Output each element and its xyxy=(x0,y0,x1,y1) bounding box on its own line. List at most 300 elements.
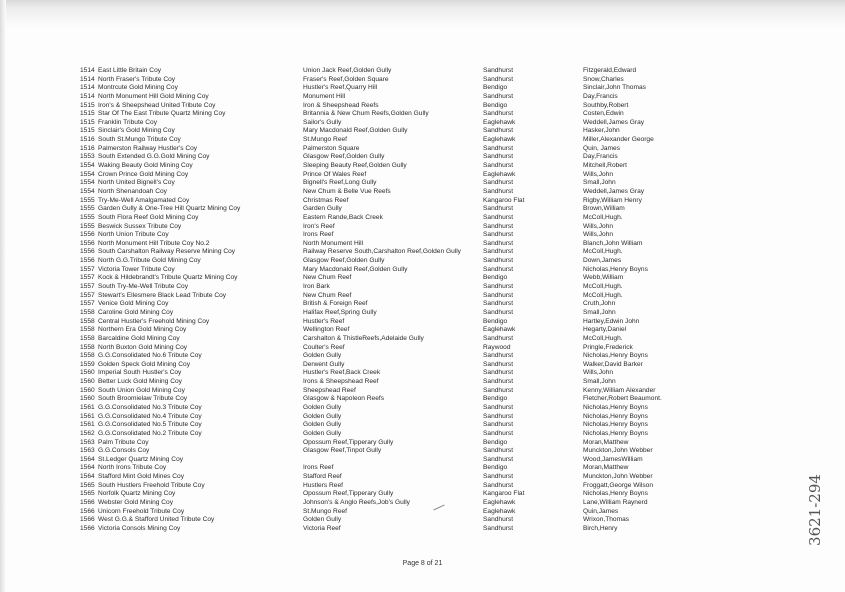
table-row xyxy=(80,214,800,223)
owner-name: Lane,William Raynerd xyxy=(583,499,648,507)
district-name: Sandhurst xyxy=(483,110,514,118)
company-name: Better Luck Gold Mining Coy xyxy=(98,378,182,386)
district-name: Raywood xyxy=(483,343,511,351)
owner-name: Froggatt,George Wilson xyxy=(583,481,653,489)
district-name: Sandhurst xyxy=(483,205,514,213)
reef-location: Carshalton & ThistleReefs,Adelaide Gully xyxy=(303,334,424,342)
reef-location: Irons & Sheepshead Reef xyxy=(303,378,379,386)
table-row xyxy=(80,525,800,534)
reef-location: Christmas Reef xyxy=(303,196,349,204)
owner-name: Weddell,James Gray xyxy=(583,118,645,126)
company-name: Webster Gold Mining Coy xyxy=(98,499,174,507)
lease-number: 1515 xyxy=(80,110,95,118)
company-name: Golden Speck Gold Mining Coy xyxy=(98,360,190,368)
district-name: Sandhurst xyxy=(483,334,514,342)
reef-location: St.Mungo Reef xyxy=(303,507,347,515)
district-name: Sandhurst xyxy=(483,153,514,161)
owner-name: Costen,Edwin xyxy=(583,110,624,118)
company-name: South Carshalton Railway Reserve Mining Coy xyxy=(98,248,236,256)
owner-name: Munckton,John Webber xyxy=(583,473,653,481)
lease-number: 1562 xyxy=(80,429,95,437)
reef-location: Britannia & New Chum Reefs,Golden Gully xyxy=(303,110,429,118)
owner-name: Wrixon,Thomas xyxy=(583,516,630,524)
reef-location: Golden Gully xyxy=(303,403,342,411)
owner-name: Quin, James xyxy=(583,144,621,152)
company-name: G.G.Consols Coy xyxy=(98,447,150,455)
company-name: North United Bignell's Coy xyxy=(98,179,175,187)
owner-name: Southby,Robert xyxy=(583,101,629,109)
table-row xyxy=(80,67,800,76)
lease-number: 1566 xyxy=(80,507,95,515)
lease-number: 1515 xyxy=(80,101,95,109)
owner-name: McColl,Hugh. xyxy=(583,283,623,291)
reef-location: New Chum Reef xyxy=(303,291,352,299)
register-table xyxy=(80,67,800,534)
reef-location: Hustler's Reef,Quarry Hill xyxy=(303,84,378,92)
company-name: Central Hustler's Freehold Mining Coy xyxy=(98,317,210,325)
owner-name: Small,John xyxy=(583,179,616,187)
owner-name: Small,John xyxy=(583,308,616,316)
owner-name: Wills,John xyxy=(583,231,614,239)
district-name: Sandhurst xyxy=(483,429,514,437)
company-name: Imperial South Hustler's Coy xyxy=(98,369,182,377)
lease-number: 1554 xyxy=(80,162,95,170)
table-row xyxy=(80,369,800,378)
owner-name: Wills,John xyxy=(583,369,614,377)
company-name: Star Of The East Tribute Quartz Mining Coy xyxy=(98,110,226,118)
company-name: Northern Era Gold Mining Coy xyxy=(98,326,187,334)
table-row xyxy=(80,248,800,257)
owner-name: McColl,Hugh. xyxy=(583,334,623,342)
lease-number: 1515 xyxy=(80,127,95,135)
table-row xyxy=(80,447,800,456)
reef-location: Iron & Sheepshead Reefs xyxy=(303,101,379,109)
district-name: Sandhurst xyxy=(483,455,514,463)
table-row xyxy=(80,326,800,335)
lease-number: 1558 xyxy=(80,317,95,325)
owner-name: Pringle,Frederick xyxy=(583,343,633,351)
reef-location: Glasgow Reef,Tinpot Gully xyxy=(303,447,382,455)
lease-number: 1514 xyxy=(80,67,95,74)
reef-location: Garden Gully xyxy=(303,205,342,213)
lease-number: 1555 xyxy=(80,213,95,221)
reef-location: New Chum & Belle Vue Reefs xyxy=(303,187,391,195)
district-name: Bendigo xyxy=(483,464,508,472)
table-row xyxy=(80,110,800,119)
owner-name: Quin,James xyxy=(583,507,619,515)
owner-name: McColl,Hugh. xyxy=(583,213,623,221)
company-name: Iron's & Sheepshead United Tribute Coy xyxy=(98,101,216,109)
district-name: Sandhurst xyxy=(483,239,514,247)
lease-number: 1557 xyxy=(80,291,95,299)
reef-location: North Monument Hill xyxy=(303,239,364,247)
lease-number: 1555 xyxy=(80,205,95,213)
owner-name: Fletcher,Robert Beaumont. xyxy=(583,395,662,403)
table-row xyxy=(80,352,800,361)
reef-location: St.Mungo Reef xyxy=(303,136,347,144)
lease-number: 1555 xyxy=(80,222,95,230)
lease-number: 1566 xyxy=(80,516,95,524)
company-name: Venice Gold Mining Coy xyxy=(98,300,169,308)
reef-location: Coulter's Reef xyxy=(303,343,345,351)
reef-location: Fraser's Reef,Golden Square xyxy=(303,75,389,83)
table-row xyxy=(80,473,800,482)
lease-number: 1557 xyxy=(80,274,95,282)
district-name: Sandhurst xyxy=(483,369,514,377)
district-name: Eaglehawk xyxy=(483,136,516,144)
lease-number: 1563 xyxy=(80,438,95,446)
owner-name: Kenny,William Alexander xyxy=(583,386,656,394)
lease-number: 1560 xyxy=(80,395,95,403)
district-name: Sandhurst xyxy=(483,308,514,316)
table-row xyxy=(80,421,800,430)
company-name: North Irons Tribute Coy xyxy=(98,464,167,472)
reef-location: Derwent Gully xyxy=(303,360,345,368)
district-name: Sandhurst xyxy=(483,516,514,524)
company-name: Palm Tribute Coy xyxy=(98,438,149,446)
district-name: Sandhurst xyxy=(483,75,514,83)
district-name: Eaglehawk xyxy=(483,118,516,126)
reef-location: Opossum Reef,Tipperary Gully xyxy=(303,438,394,446)
lease-number: 1555 xyxy=(80,196,95,204)
lease-number: 1558 xyxy=(80,326,95,334)
company-name: Sinclair's Gold Mining Coy xyxy=(98,127,175,135)
district-name: Sandhurst xyxy=(483,283,514,291)
lease-number: 1563 xyxy=(80,447,95,455)
owner-name: McColl,Hugh. xyxy=(583,291,623,299)
company-name: North Buxton Gold Mining Coy xyxy=(98,343,188,351)
company-name: Victoria Consols Mining Coy xyxy=(98,524,181,532)
district-name: Sandhurst xyxy=(483,67,514,74)
reef-location: Railway Reserve South,Carshalton Reef,Golden Gully xyxy=(303,248,461,256)
lease-number: 1566 xyxy=(80,524,95,532)
table-row xyxy=(80,292,800,301)
reef-location: Sheepshead Reef xyxy=(303,386,356,394)
owner-name: Snow,Charles xyxy=(583,75,624,83)
table-row xyxy=(80,84,800,93)
table-row xyxy=(80,162,800,171)
district-name: Eaglehawk xyxy=(483,507,516,515)
company-name: West G.G.& Stafford United Tribute Coy xyxy=(98,516,215,524)
district-name: Sandhurst xyxy=(483,447,514,455)
table-row xyxy=(80,516,800,525)
reef-location: Halifax Reef,Spring Gully xyxy=(303,308,377,316)
lease-number: 1557 xyxy=(80,300,95,308)
table-row xyxy=(80,456,800,465)
table-row xyxy=(80,205,800,214)
district-name: Sandhurst xyxy=(483,378,514,386)
owner-name: Day,Francis xyxy=(583,92,618,100)
company-name: Unicorn Freehold Tribute Coy xyxy=(98,507,185,515)
lease-number: 1556 xyxy=(80,239,95,247)
reef-location: Eastern Rande,Back Creek xyxy=(303,213,383,221)
reef-location: Glasgow Reef,Golden Gully xyxy=(303,153,385,161)
owner-name: Miller,Alexander George xyxy=(583,136,654,144)
district-name: Sandhurst xyxy=(483,386,514,394)
page-number: Page 8 of 21 xyxy=(402,560,443,567)
reef-location: Irons Reef xyxy=(303,231,334,239)
company-name: Barcaldine Gold Mining Coy xyxy=(98,334,180,342)
company-name: North G.G.Tribute Gold Mining Coy xyxy=(98,257,201,265)
company-name: South Hustlers Freehold Tribute Coy xyxy=(98,481,205,489)
reef-location: Golden Gully xyxy=(303,412,342,420)
table-row xyxy=(80,335,800,344)
reef-location: Sleeping Beauty Reef,Golden Gully xyxy=(303,162,407,170)
lease-number: 1558 xyxy=(80,343,95,351)
lease-number: 1554 xyxy=(80,179,95,187)
company-name: Crown Prince Gold Mining Coy xyxy=(98,170,189,178)
table-row xyxy=(80,508,800,517)
lease-number: 1560 xyxy=(80,378,95,386)
reef-location: Hustler's Reef xyxy=(303,317,345,325)
company-name: South Union Gold Mining Coy xyxy=(98,386,185,394)
district-name: Sandhurst xyxy=(483,257,514,265)
reef-location: Victoria Reef xyxy=(303,524,341,532)
company-name: South Broomielaw Tribute Coy xyxy=(98,395,188,403)
owner-name: Fitzgerald,Edward xyxy=(583,67,637,74)
handwritten-reference: 3621-294 xyxy=(806,474,824,546)
lease-number: 1553 xyxy=(80,153,95,161)
owner-name: Moran,Matthew xyxy=(583,464,629,472)
scan-shadow-top xyxy=(0,0,845,30)
owner-name: Wills,John xyxy=(583,222,614,230)
table-row xyxy=(80,257,800,266)
reef-location: New Chum Reef xyxy=(303,274,352,282)
table-row xyxy=(80,413,800,422)
table-row xyxy=(80,361,800,370)
table-row xyxy=(80,378,800,387)
lease-number: 1559 xyxy=(80,360,95,368)
owner-name: Nicholas,Henry Boyns xyxy=(583,403,648,411)
district-name: Sandhurst xyxy=(483,187,514,195)
reef-location: Iron Bark xyxy=(303,283,330,291)
district-name: Eaglehawk xyxy=(483,326,516,334)
district-name: Sandhurst xyxy=(483,92,514,100)
table-row xyxy=(80,102,800,111)
owner-name: Nicholas,Henry Boyns xyxy=(583,352,648,360)
company-name: G.G.Consolidated No.2 Tribute Coy xyxy=(98,429,202,437)
owner-name: Walker,David Barker xyxy=(583,360,643,368)
district-name: Sandhurst xyxy=(483,127,514,135)
district-name: Sandhurst xyxy=(483,231,514,239)
district-name: Sandhurst xyxy=(483,360,514,368)
owner-name: Brown,William xyxy=(583,205,625,213)
company-name: G.G.Consolidated No.5 Tribute Coy xyxy=(98,421,202,429)
table-row xyxy=(80,266,800,275)
table-row xyxy=(80,387,800,396)
lease-number: 1557 xyxy=(80,283,95,291)
company-name: Try-Me-Well Amalgamated Coy xyxy=(98,196,190,204)
owner-name: Small,John xyxy=(583,378,616,386)
company-name: G.G.Consolidated No.4 Tribute Coy xyxy=(98,412,202,420)
owner-name: Nicholas,Henry Boyns xyxy=(583,421,648,429)
district-name: Sandhurst xyxy=(483,421,514,429)
company-name: South Extended G.G.Gold Mining Coy xyxy=(98,153,210,161)
district-name: Bendigo xyxy=(483,274,508,282)
table-row xyxy=(80,430,800,439)
owner-name: Rigby,William Henry xyxy=(583,196,642,204)
owner-name: Nicholas,Henry Boyns xyxy=(583,429,648,437)
owner-name: Wood,JamesWilliam xyxy=(583,455,643,463)
lease-number: 1565 xyxy=(80,481,95,489)
owner-name: Cruth,John xyxy=(583,300,616,308)
lease-number: 1561 xyxy=(80,421,95,429)
company-name: Stafford Mint Gold Mines Coy xyxy=(98,473,184,481)
reef-location: British & Foreign Reef xyxy=(303,300,368,308)
reef-location: Union Jack Reef,Golden Gully xyxy=(303,67,392,74)
lease-number: 1564 xyxy=(80,455,95,463)
owner-name: Nicholas,Henry Boyns xyxy=(583,265,648,273)
lease-number: 1514 xyxy=(80,84,95,92)
company-name: Garden Gully & One-Tree Hill Quartz Mining Coy xyxy=(98,205,241,213)
reef-location: Monument Hill xyxy=(303,92,346,100)
reef-location: Mary Macdonald Reef,Golden Gully xyxy=(303,265,408,273)
owner-name: Hasker,John xyxy=(583,127,620,135)
owner-name: Wills,John xyxy=(583,170,614,178)
lease-number: 1514 xyxy=(80,92,95,100)
reef-location: Hustlers Reef xyxy=(303,481,343,489)
district-name: Eaglehawk xyxy=(483,499,516,507)
company-name: Victoria Tower Tribute Coy xyxy=(98,265,175,273)
reef-location: Stafford Reef xyxy=(303,473,342,481)
district-name: Sandhurst xyxy=(483,144,514,152)
reef-location: Golden Gully xyxy=(303,516,342,524)
company-name: St.Ledger Quartz Mining Coy xyxy=(98,455,184,463)
lease-number: 1557 xyxy=(80,265,95,273)
owner-name: Blanch,John William xyxy=(583,239,643,247)
company-name: North Monument Hill Gold Mining Coy xyxy=(98,92,209,100)
lease-number: 1561 xyxy=(80,403,95,411)
reef-location: Golden Gully xyxy=(303,352,342,360)
district-name: Sandhurst xyxy=(483,179,514,187)
district-name: Sandhurst xyxy=(483,352,514,360)
district-name: Bendigo xyxy=(483,84,508,92)
district-name: Sandhurst xyxy=(483,412,514,420)
lease-number: 1560 xyxy=(80,386,95,394)
owner-name: Munckton,John Webber xyxy=(583,447,653,455)
district-name: Sandhurst xyxy=(483,162,514,170)
owner-name: Mitchell,Robert xyxy=(583,162,627,170)
table-row xyxy=(80,318,800,327)
lease-number: 1516 xyxy=(80,136,95,144)
reef-location: Mary Macdonald Reef,Golden Gully xyxy=(303,127,408,135)
table-row xyxy=(80,300,800,309)
table-row xyxy=(80,482,800,491)
table-row xyxy=(80,240,800,249)
district-name: Sandhurst xyxy=(483,524,514,532)
reef-location: Golden Gully xyxy=(303,421,342,429)
table-row xyxy=(80,136,800,145)
district-name: Sandhurst xyxy=(483,248,514,256)
company-name: East Little Britain Coy xyxy=(98,67,162,74)
scan-shadow-left xyxy=(0,0,6,592)
reef-location: Irons Reef xyxy=(303,464,334,472)
reef-location: Opossum Reef,Tipperary Gully xyxy=(303,490,394,498)
table-row xyxy=(80,404,800,413)
district-name: Bendigo xyxy=(483,317,508,325)
district-name: Sandhurst xyxy=(483,291,514,299)
lease-number: 1554 xyxy=(80,187,95,195)
table-row xyxy=(80,283,800,292)
owner-name: Hegarty,Daniel xyxy=(583,326,627,334)
owner-name: Nicholas,Henry Boyns xyxy=(583,490,648,498)
company-name: Caroline Gold Mining Coy xyxy=(98,308,174,316)
lease-number: 1558 xyxy=(80,352,95,360)
owner-name: Webb,William xyxy=(583,274,624,282)
lease-number: 1554 xyxy=(80,170,95,178)
company-name: Stewart's Ellesmere Black Lead Tribute Coy xyxy=(98,291,227,299)
lease-number: 1561 xyxy=(80,412,95,420)
lease-number: 1564 xyxy=(80,464,95,472)
district-name: Sandhurst xyxy=(483,473,514,481)
lease-number: 1560 xyxy=(80,369,95,377)
owner-name: Weddell,James Gray xyxy=(583,187,645,195)
district-name: Kangaroo Flat xyxy=(483,490,525,498)
owner-name: Day,Francis xyxy=(583,153,618,161)
table-row xyxy=(80,464,800,473)
table-row xyxy=(80,274,800,283)
lease-number: 1558 xyxy=(80,308,95,316)
reef-location: Sailor's Gully xyxy=(303,118,342,126)
table-row xyxy=(80,490,800,499)
district-name: Sandhurst xyxy=(483,403,514,411)
district-name: Sandhurst xyxy=(483,265,514,273)
company-name: G.G.Consolidated No.6 Tribute Coy xyxy=(98,352,202,360)
company-name: North Shenandoah Coy xyxy=(98,187,167,195)
lease-number: 1556 xyxy=(80,248,95,256)
reef-location: Bignell's Reef,Long Gully xyxy=(303,179,377,187)
table-row xyxy=(80,395,800,404)
table-row xyxy=(80,223,800,232)
company-name: Waking Beauty Gold Mining Coy xyxy=(98,162,193,170)
reef-location: Wellington Reef xyxy=(303,326,350,334)
owner-name: Moran,Matthew xyxy=(583,438,629,446)
table-row xyxy=(80,309,800,318)
company-name: Montrcute Gold Mining Coy xyxy=(98,84,178,92)
table-row xyxy=(80,127,800,136)
lease-number: 1556 xyxy=(80,257,95,265)
reef-location: Golden Gully xyxy=(303,429,342,437)
owner-name: Down,James xyxy=(583,257,622,265)
table-row xyxy=(80,145,800,154)
lease-number: 1558 xyxy=(80,334,95,342)
company-name: South Flora Reef Gold Mining Coy xyxy=(98,213,199,221)
company-name: North Monument Hill Tribute Coy No.2 xyxy=(98,239,210,247)
table-row xyxy=(80,231,800,240)
district-name: Bendigo xyxy=(483,438,508,446)
reef-location: Johnson's & Anglo Reefs,Job's Gully xyxy=(303,499,410,507)
table-row xyxy=(80,119,800,128)
owner-name: Hartley,Edwin John xyxy=(583,317,640,325)
district-name: Eaglehawk xyxy=(483,170,516,178)
lease-number: 1564 xyxy=(80,473,95,481)
table-row xyxy=(80,93,800,102)
district-name: Bendigo xyxy=(483,101,508,109)
company-name: South St.Mungo Tribute Coy xyxy=(98,136,181,144)
company-name: Beswick Sussex Tribute Coy xyxy=(98,222,182,230)
table-row xyxy=(80,171,800,180)
district-name: Sandhurst xyxy=(483,300,514,308)
lease-number: 1515 xyxy=(80,118,95,126)
district-name: Sandhurst xyxy=(483,222,514,230)
owner-name: Nicholas,Henry Boyns xyxy=(583,412,648,420)
table-row xyxy=(80,439,800,448)
table-row xyxy=(80,188,800,197)
reef-location: Glasgow & Napoleon Reefs xyxy=(303,395,385,403)
district-name: Sandhurst xyxy=(483,213,514,221)
reef-location: Palmerston Square xyxy=(303,144,360,152)
company-name: G.G.Consolidated No.3 Tribute Coy xyxy=(98,403,202,411)
